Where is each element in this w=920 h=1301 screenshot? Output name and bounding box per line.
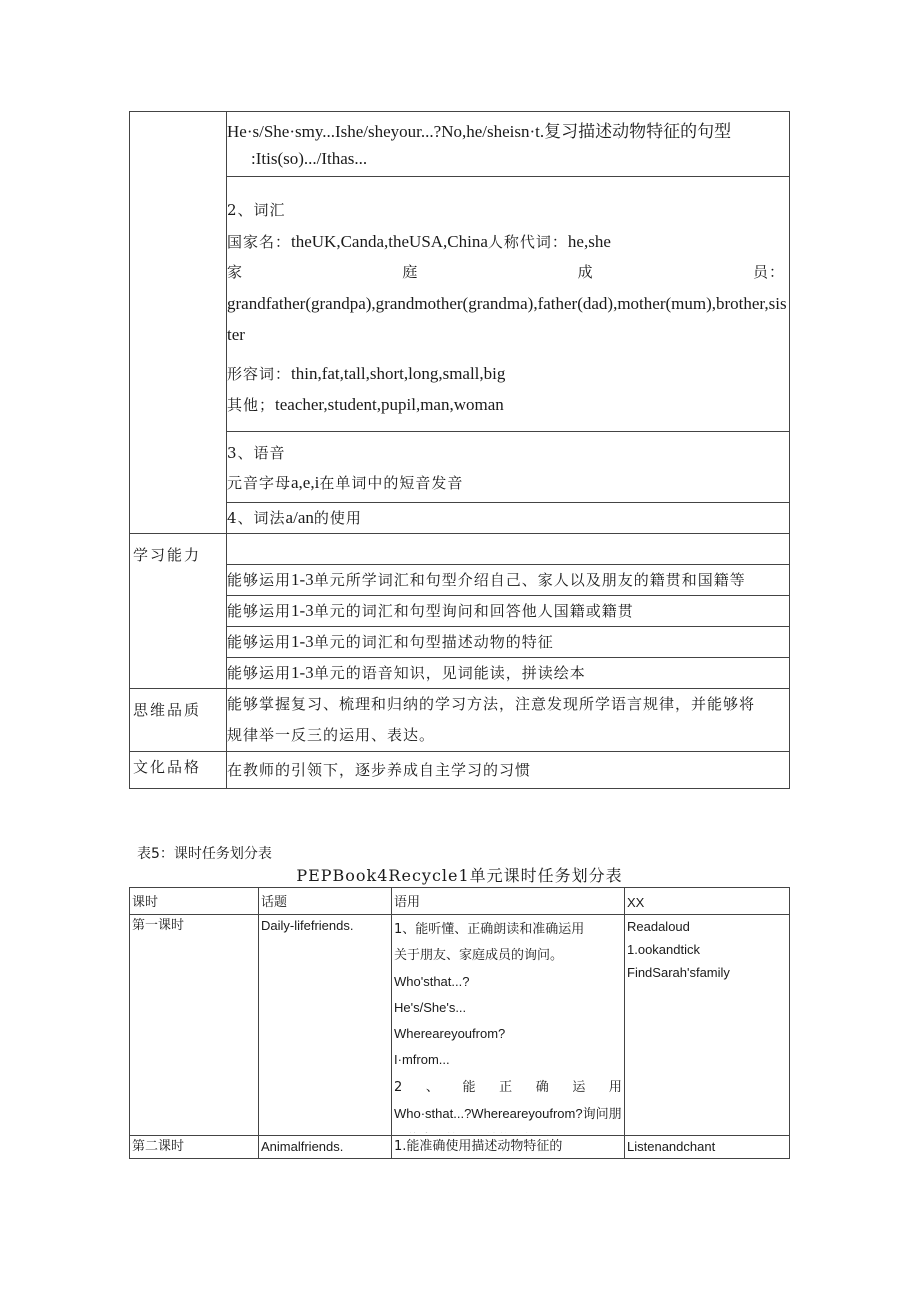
ability-item-post: 单元所学词汇和句型介绍自己、家人以及朋友的籍贯和国籍等 bbox=[313, 571, 746, 589]
thinking-cell bbox=[227, 689, 790, 752]
usage-char: 运 bbox=[572, 1080, 586, 1095]
ability-item bbox=[227, 658, 790, 689]
activity-cell bbox=[625, 915, 790, 1136]
table-row bbox=[130, 627, 790, 658]
usage-example: I·mfrom... bbox=[394, 1052, 450, 1067]
usage-char: 用 bbox=[608, 1080, 622, 1095]
sentence-line-2: :Itis(so).../Ithas... bbox=[251, 149, 368, 168]
ability-spacer bbox=[227, 534, 790, 565]
usage-cell bbox=[392, 915, 625, 1136]
table-row bbox=[130, 503, 790, 534]
usage-char: 、 bbox=[425, 1080, 439, 1095]
ability-item-pre: 能够运用 bbox=[227, 602, 292, 620]
vocab-heading: 2、词汇 bbox=[227, 201, 286, 219]
countries-list: theUK,Canda,theUSA,China bbox=[291, 232, 488, 251]
usage-char: 正 bbox=[499, 1080, 513, 1095]
activity-item: FindSarah'sfamily bbox=[627, 965, 730, 980]
pronoun-list: he,she bbox=[567, 232, 611, 251]
ability-item bbox=[227, 596, 790, 627]
ability-item-post: 单元的词汇和句型询问和回答他人国籍或籍贯 bbox=[313, 602, 634, 620]
usage-char: 确 bbox=[535, 1080, 549, 1095]
table-row bbox=[130, 915, 790, 1136]
table-caption: 表5：课时任务划分表 bbox=[137, 846, 272, 862]
header-activity: XX bbox=[625, 888, 790, 915]
header-lesson: 课时 bbox=[130, 888, 259, 915]
table-row bbox=[130, 112, 790, 177]
table-row bbox=[130, 658, 790, 689]
sentence-line-1: He·s/She·smy...Ishe/sheyour...?No,he/sheisn·t.复习描述动物特征的句型 bbox=[227, 122, 732, 141]
lesson-cell: 第一课时 bbox=[130, 915, 259, 1136]
sentence-cell bbox=[227, 112, 790, 177]
culture-cell: 在教师的引领下，逐步养成自主学习的习惯 bbox=[227, 752, 790, 789]
table-row bbox=[130, 1136, 790, 1159]
grammar-pre: 4、词法 bbox=[227, 509, 286, 527]
lesson-plan-table bbox=[129, 887, 790, 1159]
table-row bbox=[130, 534, 790, 565]
lesson-table-title: PEPBook4Recycle1单元课时任务划分表 bbox=[296, 866, 623, 885]
phonics-post: 在单词中的短音发音 bbox=[319, 474, 464, 492]
usage-item-2 bbox=[394, 1075, 622, 1101]
topic-cell: Animalfriends. bbox=[259, 1136, 392, 1159]
ability-item bbox=[227, 565, 790, 596]
other-list: teacher,student,pupil,man,woman bbox=[275, 395, 504, 414]
usage-char: 能 bbox=[462, 1080, 476, 1095]
ability-item-pre: 能够运用 bbox=[227, 571, 292, 589]
usage-line: 1、能听懂、正确朗读和准确运用 bbox=[394, 922, 585, 937]
adjective-list: thin,fat,tall,short,long,small,big bbox=[291, 364, 506, 383]
family-members: grandfather(grandpa),grandmother(grandma),father(dad),mother(mum),brother,sister bbox=[227, 294, 787, 344]
ability-item-post: 单元的词汇和句型描述动物的特征 bbox=[313, 633, 554, 651]
ability-item-num: 1-3 bbox=[291, 601, 314, 620]
phonics-heading: 3、语音 bbox=[227, 444, 286, 462]
family-label-char: 家 bbox=[227, 263, 244, 281]
adjective-label: 形容词： bbox=[227, 365, 292, 383]
usage-cell: 1.能准确使用描述动物特征的 bbox=[392, 1136, 625, 1159]
usage-example: Whereareyoufrom? bbox=[394, 1026, 506, 1041]
header-usage: 语用 bbox=[392, 888, 625, 915]
thinking-label: 思维品质 bbox=[130, 689, 227, 752]
ability-label: 学习能力 bbox=[130, 534, 227, 689]
family-label-char: 员： bbox=[752, 263, 785, 281]
lesson-cell: 第二课时 bbox=[130, 1136, 259, 1159]
family-label-char: 庭 bbox=[402, 263, 419, 281]
activity-item: Readaloud bbox=[627, 919, 690, 934]
table-row bbox=[130, 565, 790, 596]
thinking-line-2: 规律举一反三的运用、表达。 bbox=[227, 726, 436, 744]
empty-label-cell bbox=[130, 112, 227, 534]
grammar-cell bbox=[227, 503, 790, 534]
header-topic: 话题 bbox=[259, 888, 392, 915]
table-row bbox=[130, 432, 790, 503]
phonics-cell bbox=[227, 432, 790, 503]
ability-item-num: 1-3 bbox=[291, 663, 314, 682]
ability-item-pre: 能够运用 bbox=[227, 664, 292, 682]
vocab-cell bbox=[227, 177, 790, 432]
table-row bbox=[130, 596, 790, 627]
culture-label: 文化品格 bbox=[130, 752, 227, 789]
objectives-table bbox=[129, 111, 790, 789]
family-label-char: 成 bbox=[577, 263, 594, 281]
ability-item-num: 1-3 bbox=[291, 570, 314, 589]
countries-label: 国家名： bbox=[227, 233, 292, 251]
thinking-line-1: 能够掌握复习、梳理和归纳的学习方法，注意发现所学语言规律，并能够将 bbox=[227, 695, 756, 713]
usage-char: 2 bbox=[394, 1080, 403, 1095]
phonics-pre: 元音字母 bbox=[227, 474, 292, 492]
ability-item-num: 1-3 bbox=[291, 632, 314, 651]
table-row bbox=[130, 177, 790, 432]
family-label bbox=[227, 257, 789, 288]
usage-example: He's/She's... bbox=[394, 1000, 467, 1015]
table-header-row bbox=[130, 888, 790, 915]
usage-example: Who'sthat...? bbox=[394, 974, 470, 989]
activity-cell: Listenandchant bbox=[625, 1136, 790, 1159]
table-row bbox=[130, 689, 790, 752]
ability-item-pre: 能够运用 bbox=[227, 633, 292, 651]
other-label: 其他； bbox=[227, 396, 276, 414]
ability-item-post: 单元的语音知识，见词能读，拼读绘本 bbox=[313, 664, 586, 682]
topic-cell: Daily-lifefriends. bbox=[259, 915, 392, 1136]
table-row bbox=[130, 752, 790, 789]
pronoun-label: 人称代词： bbox=[487, 233, 568, 251]
ability-item bbox=[227, 627, 790, 658]
phonics-letters: a,e,i bbox=[291, 473, 320, 492]
grammar-term: a/an bbox=[285, 508, 314, 527]
grammar-post: 的使用 bbox=[313, 509, 362, 527]
activity-item: 1.ookandtick bbox=[627, 942, 700, 957]
usage-line: 关于朋友、家庭成员的询问。 bbox=[394, 948, 564, 963]
usage-item-2-text: Who·sthat...?Whereareyoufrom?询问朋 bbox=[394, 1106, 622, 1121]
